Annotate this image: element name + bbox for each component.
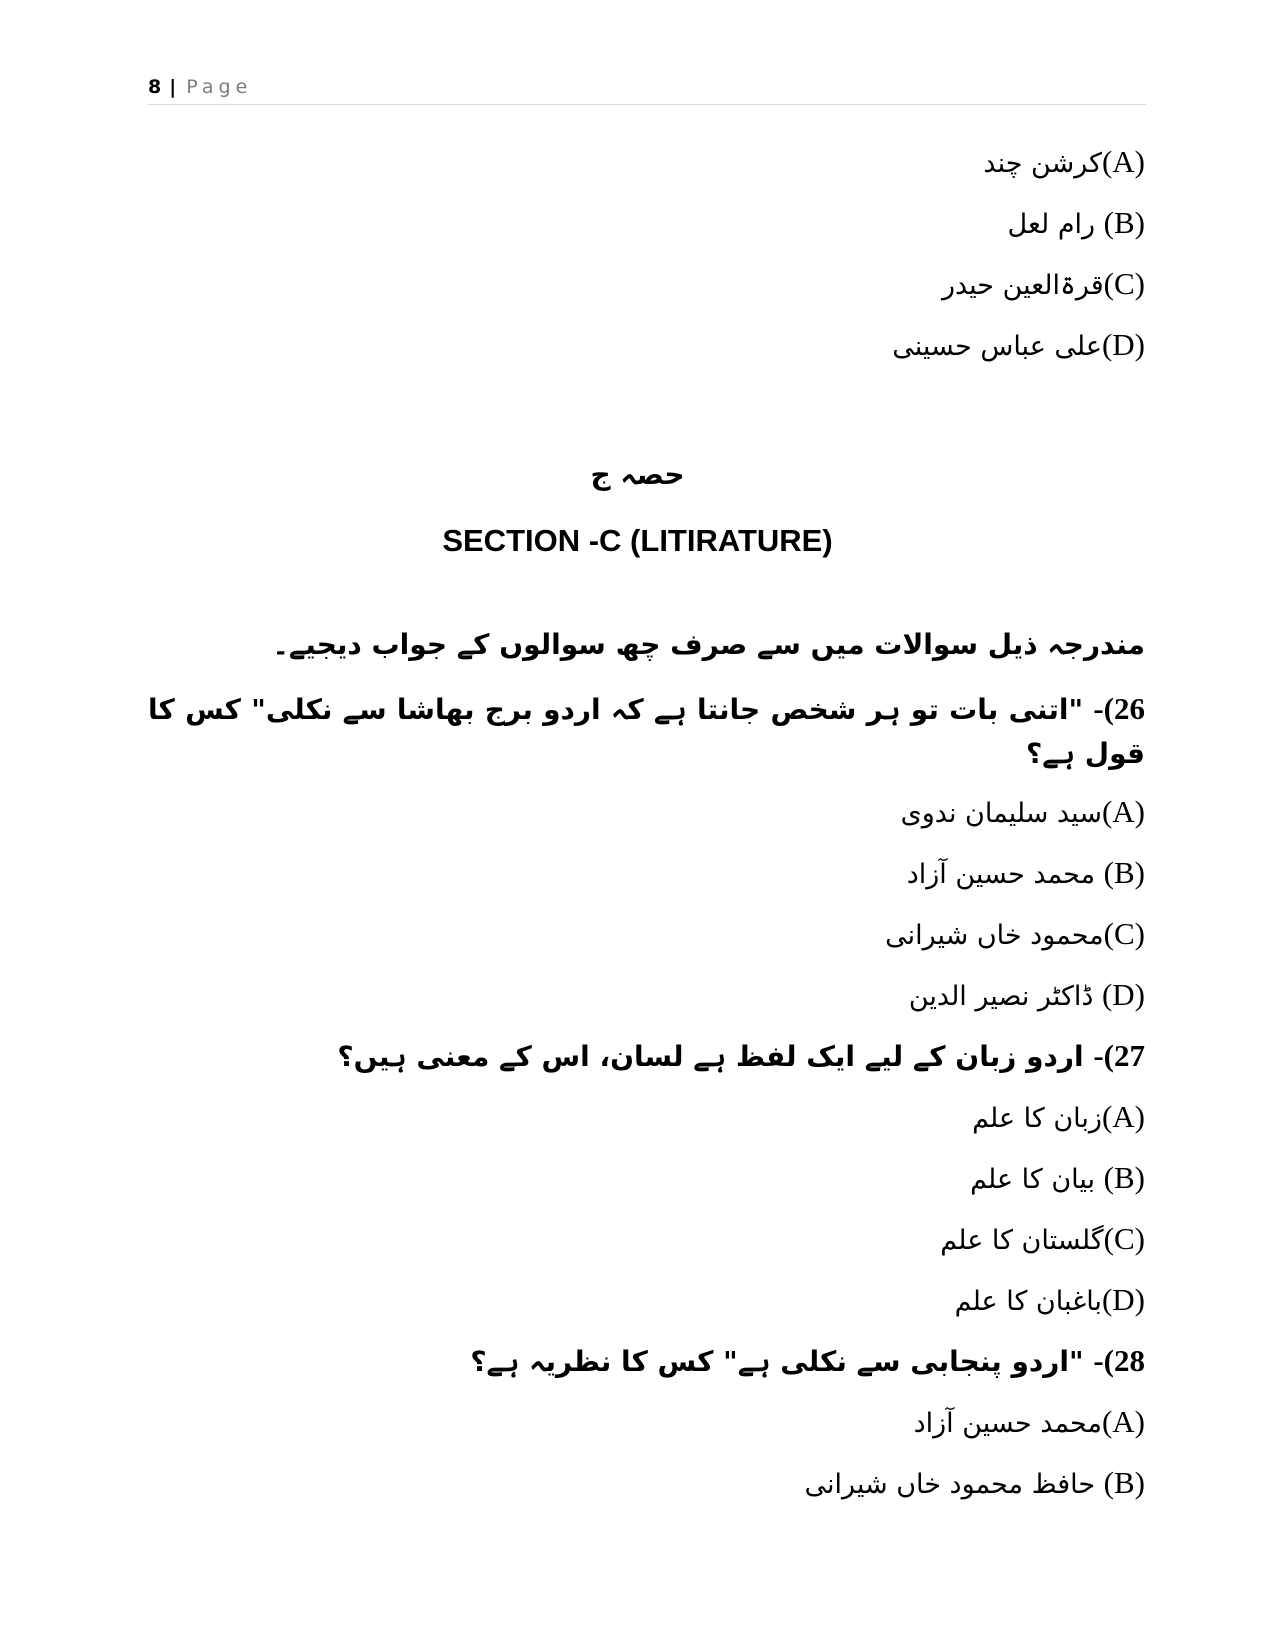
q26-option-d bbox=[909, 975, 1145, 1017]
page-number: 8 bbox=[148, 76, 162, 98]
option-label: (D) bbox=[1101, 327, 1145, 362]
q26-option-b bbox=[907, 853, 1145, 895]
option-text: علی عباس حسینی bbox=[892, 331, 1102, 362]
question-27 bbox=[337, 1036, 1145, 1077]
question-text: "اردو پنجابی سے نکلی ہے" کس کا نظریہ ہے؟ bbox=[470, 1345, 1094, 1378]
instruction: مندرجہ ذیل سوالات میں سے صرف چھ سوالوں کے جواب دیجیے۔ bbox=[272, 628, 1145, 661]
option-text: باغبان کا علم bbox=[954, 1286, 1102, 1317]
option-label: (B) bbox=[1103, 1160, 1145, 1195]
option-text: حافظ محمود خاں شیرانی bbox=[804, 1469, 1104, 1500]
page-label: Page bbox=[186, 76, 253, 98]
option-text: قرۃالعین حیدر bbox=[941, 270, 1104, 301]
option-label: (A) bbox=[1101, 794, 1145, 829]
q25-option-b bbox=[1008, 203, 1145, 245]
option-label: (A) bbox=[1101, 1404, 1145, 1439]
q25-option-d bbox=[892, 325, 1145, 367]
q25-option-a bbox=[983, 142, 1145, 184]
question-26 bbox=[148, 687, 1145, 776]
option-label: (C) bbox=[1103, 916, 1145, 951]
section-title-urdu: حصہ ج bbox=[590, 458, 685, 491]
question-text: اردو زبان کے لیے ایک لفظ ہے لسان، اس کے معنی ہیں؟ bbox=[337, 1040, 1094, 1073]
header-separator: | bbox=[169, 76, 177, 98]
q27-option-a bbox=[972, 1097, 1145, 1139]
question-number: 27)- bbox=[1093, 1038, 1145, 1073]
option-text: محمد حسین آزاد bbox=[913, 1408, 1102, 1439]
option-text: ڈاکٹر نصیر الدین bbox=[908, 981, 1102, 1012]
option-text: گلستان کا علم bbox=[940, 1225, 1104, 1256]
option-label: (C) bbox=[1103, 1221, 1145, 1256]
q27-option-b bbox=[970, 1158, 1145, 1200]
q28-option-a bbox=[914, 1402, 1145, 1444]
option-label: (B) bbox=[1103, 205, 1145, 240]
page-header bbox=[148, 76, 1146, 105]
option-text: سید سلیمان ندوی bbox=[900, 798, 1102, 829]
option-text: زبان کا علم bbox=[972, 1103, 1102, 1134]
option-text: محمد حسین آزاد bbox=[906, 859, 1104, 890]
option-text: بیان کا علم bbox=[970, 1164, 1104, 1195]
option-label: (A) bbox=[1101, 1099, 1145, 1134]
option-label: (D) bbox=[1101, 1282, 1145, 1317]
option-label: (B) bbox=[1103, 1465, 1145, 1500]
option-label: (B) bbox=[1103, 855, 1145, 890]
option-text: رام لعل bbox=[1007, 209, 1104, 240]
q27-option-d bbox=[955, 1280, 1145, 1322]
question-number: 28)- bbox=[1093, 1343, 1145, 1378]
q27-option-c bbox=[940, 1219, 1145, 1261]
option-text: کرشن چند bbox=[983, 148, 1102, 179]
q28-option-b bbox=[804, 1463, 1145, 1505]
option-label: (A) bbox=[1101, 144, 1145, 179]
question-text: "اتنی بات تو ہر شخص جانتا ہے کہ اردو برج بھاشا سے نکلی" کس کا قول ہے؟ bbox=[148, 693, 1145, 770]
question-28 bbox=[470, 1341, 1145, 1382]
q25-option-c bbox=[942, 264, 1145, 306]
option-label: (C) bbox=[1103, 266, 1145, 301]
q26-option-a bbox=[901, 792, 1145, 834]
section-title-english: SECTION -C (LITIRATURE) bbox=[442, 523, 833, 558]
option-label: (D) bbox=[1101, 977, 1145, 1012]
question-number: 26)- bbox=[1093, 691, 1145, 726]
option-text: محمود خاں شیرانی bbox=[885, 920, 1104, 951]
q26-option-c bbox=[885, 914, 1145, 956]
